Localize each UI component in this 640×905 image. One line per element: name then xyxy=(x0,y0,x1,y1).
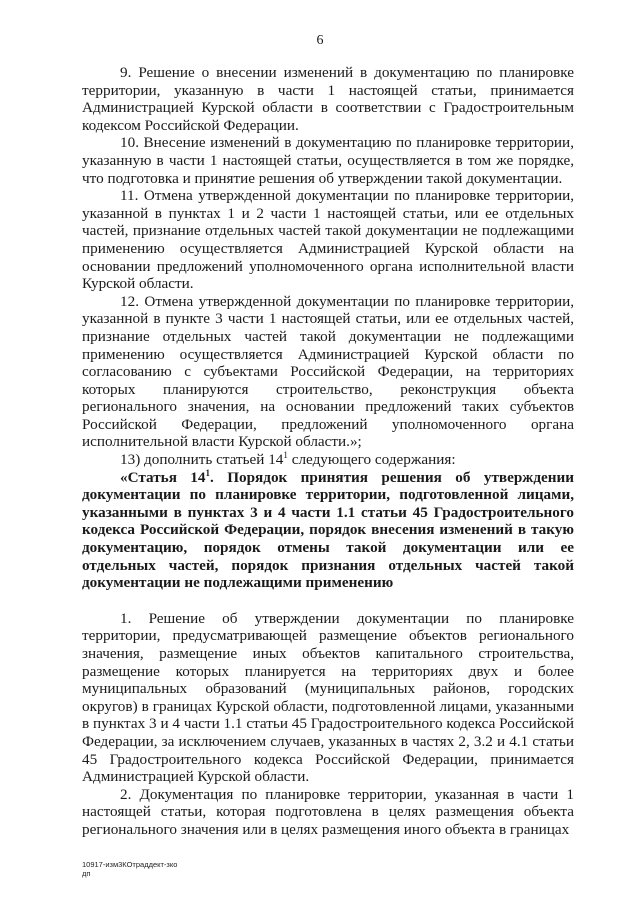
paragraph-9: 9. Решение о внесении изменений в документацию по планировке территории, указанную в части 1 настоящей статьи, принимается Администрацией Курской области в соответствии с Градостроительным кодексом Российской Федерации. xyxy=(82,64,574,134)
paragraph-13-text-end: следующего содержания: xyxy=(287,451,456,469)
article-part-1: 1. Решение об утверждении документации по планировке территории, предусматривающей размещение объектов регионального значения, размещение иных объектов капитального строительства, размещение которых планируется на территориях двух и более муниципальных образований (муниципальных районов, городских округов) в границах Курской области, подготовленной лицами, указанными в пунктах 3 и 4 части 1.1 статьи 45 Градостроительного кодекса Российской Федерации, за исключением случаев, указанных в частях 2, 3.2 и 4.1 статьи 45 Градостроительного кодекса Российской Федерации, принимается Администрацией Курской области. xyxy=(82,609,574,786)
article-heading-start: «Статья 14 xyxy=(120,468,206,486)
footer-code: 10917-изм3КОтраддект-зко xyxy=(82,860,178,869)
paragraph-13 xyxy=(82,451,574,469)
page-number: 6 xyxy=(316,33,324,48)
article-part-2: 2. Документация по планировке территории, указанная в части 1 настоящей статьи, которая подготовлена в целях размещения объекта регионального значения или в целях размещения иного объекта в границах xyxy=(82,785,574,838)
paragraph-10: 10. Внесение изменений в документацию по планировке территории, указанную в части 1 настоящей статьи, осуществляется в том же порядке, что подготовка и принятие решения об утверждении такой документации. xyxy=(82,134,574,187)
paragraph-12: 12. Отмена утвержденной документации по планировке территории, указанной в пункте 3 части 1 настоящей статьи, или ее отдельных частей, признание отдельных частей такой документации не подлежащими применению осуществляется Администрацией Курской области по согласованию с субъектами Российской Федерации, на территориях которых планируются строительство, реконструкция объекта регионального значения, на основании предложений таких субъектов Российской Федерации, предложений уполномоченного органа исполнительной власти Курской области.»; xyxy=(82,292,574,451)
paragraph-13-superscript: 1 xyxy=(283,450,288,460)
article-heading-end: . Порядок принятия решения об утверждении документации по планировке территории, подготовленной лицами, указанными в пунктах 3 и 4 части 1.1 статьи 45 Градостроительного кодекса Российской Федерации, порядок внесения изменений в такую документацию, порядок отмены такой документации или ее отдельных частей, порядок признания отдельных частей такой документации не подлежащими применению xyxy=(82,468,574,592)
article-heading xyxy=(82,469,574,592)
heading-spacer xyxy=(82,592,574,610)
document-body xyxy=(82,64,574,839)
document-footer xyxy=(82,860,177,878)
paragraph-13-text-start: 13) дополнить статьей 14 xyxy=(120,451,284,469)
footer-suffix: дп xyxy=(82,869,91,878)
paragraph-11: 11. Отмена утвержденной документации по планировке территории, указанной в пунктах 1 и 2 части 1 настоящей статьи, или ее отдельных частей, признание отдельных частей такой документации не подлежащими применению осуществляется Администрацией Курской области на основании предложений уполномоченного органа исполнительной власти Курской области. xyxy=(82,187,574,293)
article-heading-superscript: 1 xyxy=(205,467,210,478)
